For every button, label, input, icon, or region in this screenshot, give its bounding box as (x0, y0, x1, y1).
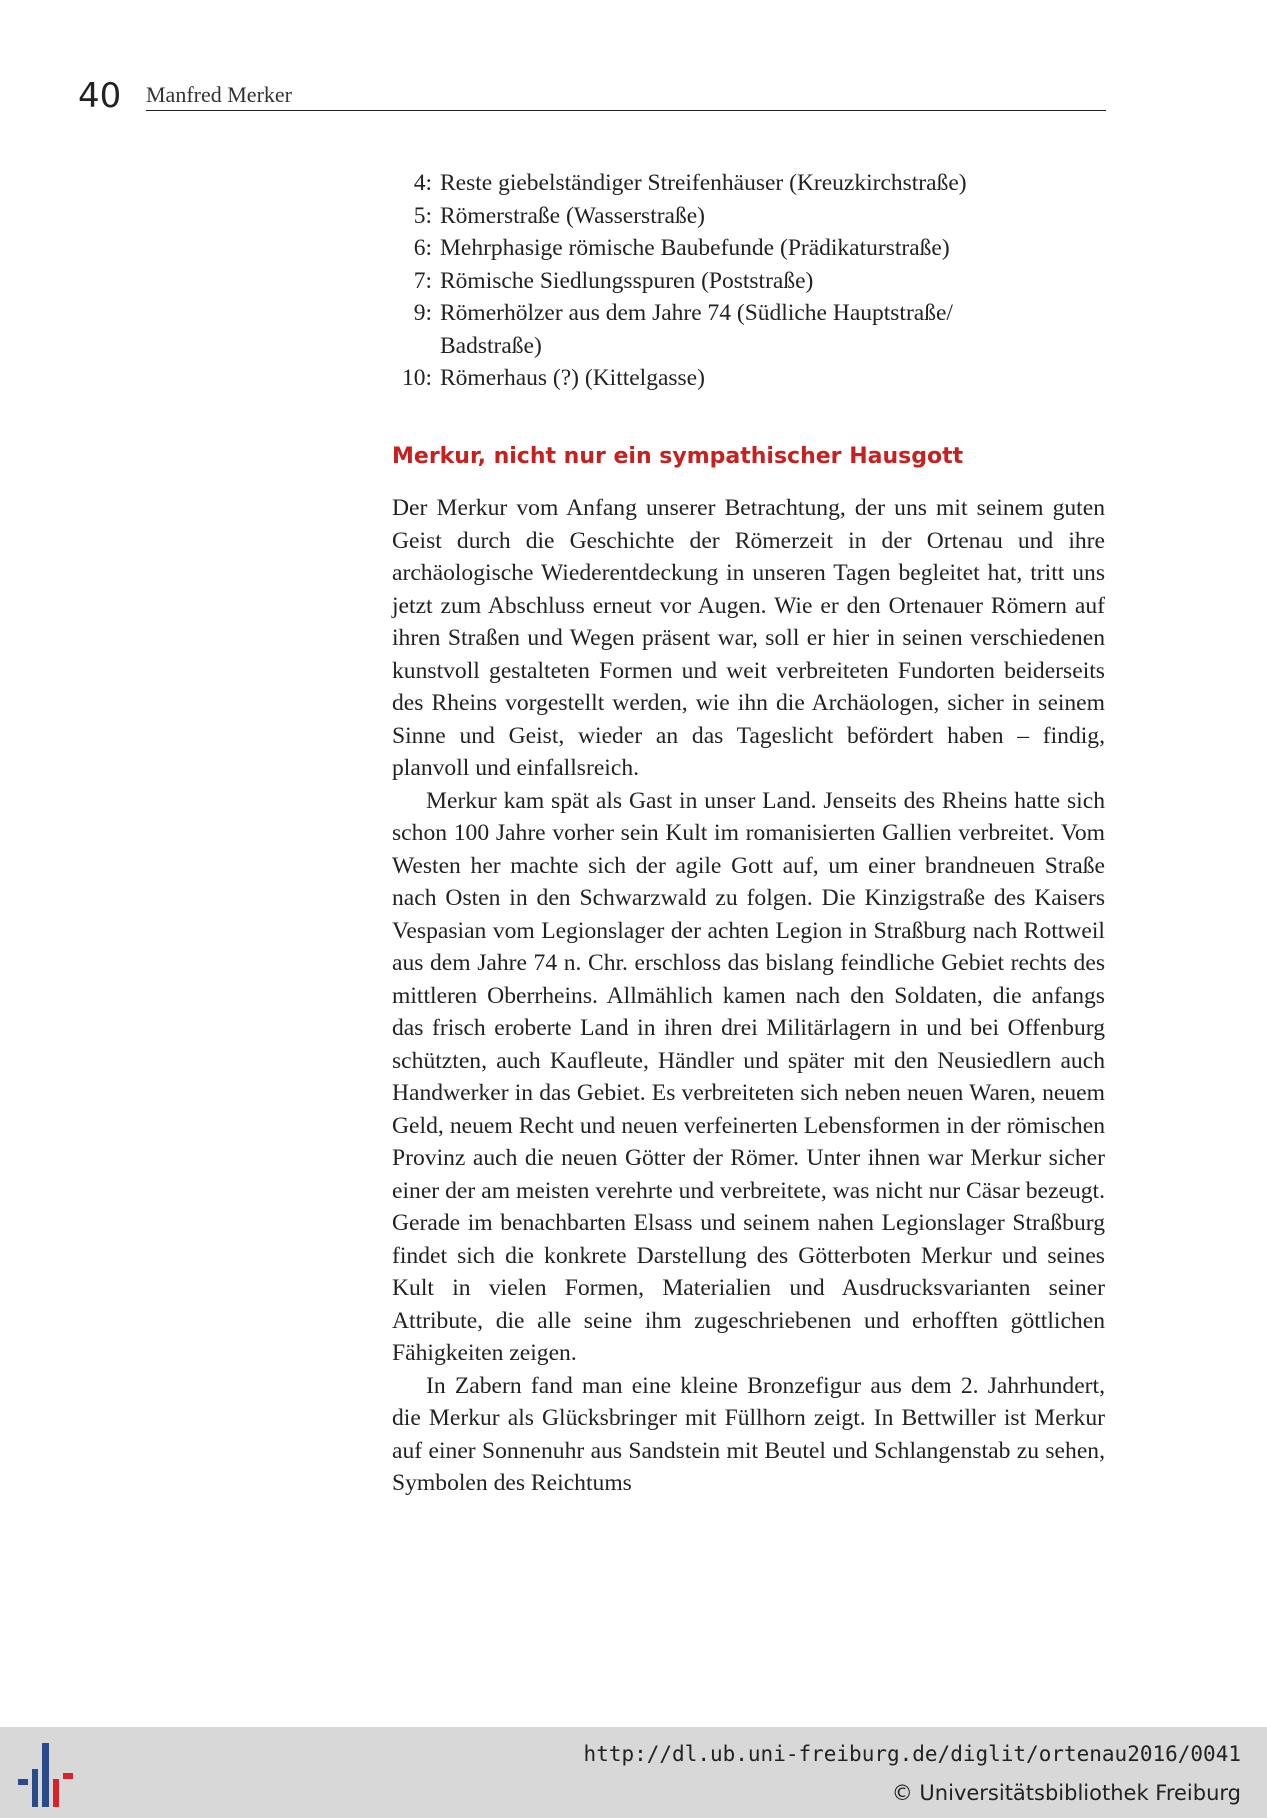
list-item (390, 200, 1110, 233)
footer-copyright: © Universitätsbibliothek Freiburg (891, 1781, 1241, 1805)
paragraph: Der Merkur vom Anfang unserer Betrachtung, der uns mit seinem guten Geist durch die Geschichte der Römerzeit in der Ortenau und ihre archäologische Wiederentdeckung in unseren Tagen begleitet hat, tritt uns jetzt zum Abschluss erneut vor Augen. Wie er den Ortenauer Römern auf ihren Straßen und Wegen präsent war, soll er hier in seinen verschiedenen kunstvoll gestalteten Formen und weit verbreiteten Fundorten beiderseits des Rheins vorgestellt werden, wie ihn die Archäologen, sicher in seinem Sinne und Geist, wieder an das Tageslicht befördert haben – findig, planvoll und einfallsreich. (392, 495, 1105, 781)
list-item-text: Reste giebelständiger Streifenhäuser (Kreuzkirchstraße) (440, 170, 967, 196)
list-item-text: Römerstraße (Wasserstraße) (440, 202, 705, 229)
header-rule (146, 110, 1106, 111)
paragraph: In Zabern fand man eine kleine Bronzefigur aus dem 2. Jahrhundert, die Merkur als Glücksbringer mit Füllhorn zeigt. In Bettwiller ist Merkur auf einer Sonnenuhr aus Sandstein mit Beutel und Schlangenstab zu sehen, Symbolen des Reichtums (392, 1372, 1105, 1496)
ub-freiburg-logo-icon (14, 1743, 78, 1807)
list-item-number: 6: (413, 235, 432, 261)
list-item-number: 5: (413, 202, 432, 229)
list-item (390, 232, 1110, 265)
list-item-number: 9: (413, 300, 432, 326)
page-number: 40 (78, 76, 122, 116)
list-item-text: Mehrphasige römische Baubefunde (Prädikaturstraße) (440, 235, 950, 261)
footer-url-link[interactable]: http://dl.ub.uni-freiburg.de/diglit/ortenau2016/0041 (583, 1742, 1241, 1766)
list-item (390, 265, 1110, 298)
figure-legend-list (390, 167, 1110, 395)
list-item (390, 167, 1110, 200)
list-item (390, 297, 1110, 362)
body-text (392, 492, 1105, 1500)
list-item-number: 10: (401, 365, 432, 391)
list-item-number: 4: (413, 170, 432, 196)
section-heading: Merkur, nicht nur ein sympathischer Hausgott (392, 444, 964, 469)
paragraph: Merkur kam spät als Gast in unser Land. Jenseits des Rheins hatte sich schon 100 Jahre vorher sein Kult im romanisierten Gallien verbreitet. Vom Westen her machte sich der agile Gott auf, um einer brandneuen Straße nach Osten in den Schwarzwald zu folgen. Die Kinzigstraße des Kaisers Vespasian vom Legionslager der achten Legion in Straßburg nach Rottweil aus dem Jahre 74 n. Chr. erschloss das bislang feindliche Gebiet rechts des mittleren Oberrheins. Allmählich kamen nach den Soldaten, die anfangs das frisch eroberte Land in ihren drei Militärlagern in und bei Offenburg schützten, auch Kaufleute, Händler und später mit den Neusiedlern auch Handwerker in das Gebiet. Es verbreiteten sich neben neuen Waren, neuem Geld, neuem Recht und neuen verfeinerten Lebensformen in der römischen Provinz auch die neuen Götter der Römer. Unter ihnen war Merkur sicher einer der am meisten verehrte und verbreitete, was nicht nur Cäsar bezeugt. Gerade im benachbarten Elsass und seinem nahen Legionslager Straßburg findet sich die konkrete Darstellung des Götterboten Merkur und seines Kult in vielen Formen, Materialien und Ausdrucksvarianten seiner Attribute, die alle seine ihm zugeschriebenen und erhofften göttlichen Fähigkeiten zeigen. (392, 787, 1105, 1366)
running-head-author: Manfred Merker (146, 82, 292, 107)
list-item-text: Römische Siedlungsspuren (Poststraße) (440, 267, 814, 294)
list-item-text: Römerhaus (?) (Kittelgasse) (440, 365, 705, 391)
list-item-number: 7: (413, 267, 432, 294)
list-item-text: Römerhölzer aus dem Jahre 74 (Südliche Hauptstraße/ Badstraße) (440, 300, 953, 359)
list-item (390, 362, 1110, 395)
